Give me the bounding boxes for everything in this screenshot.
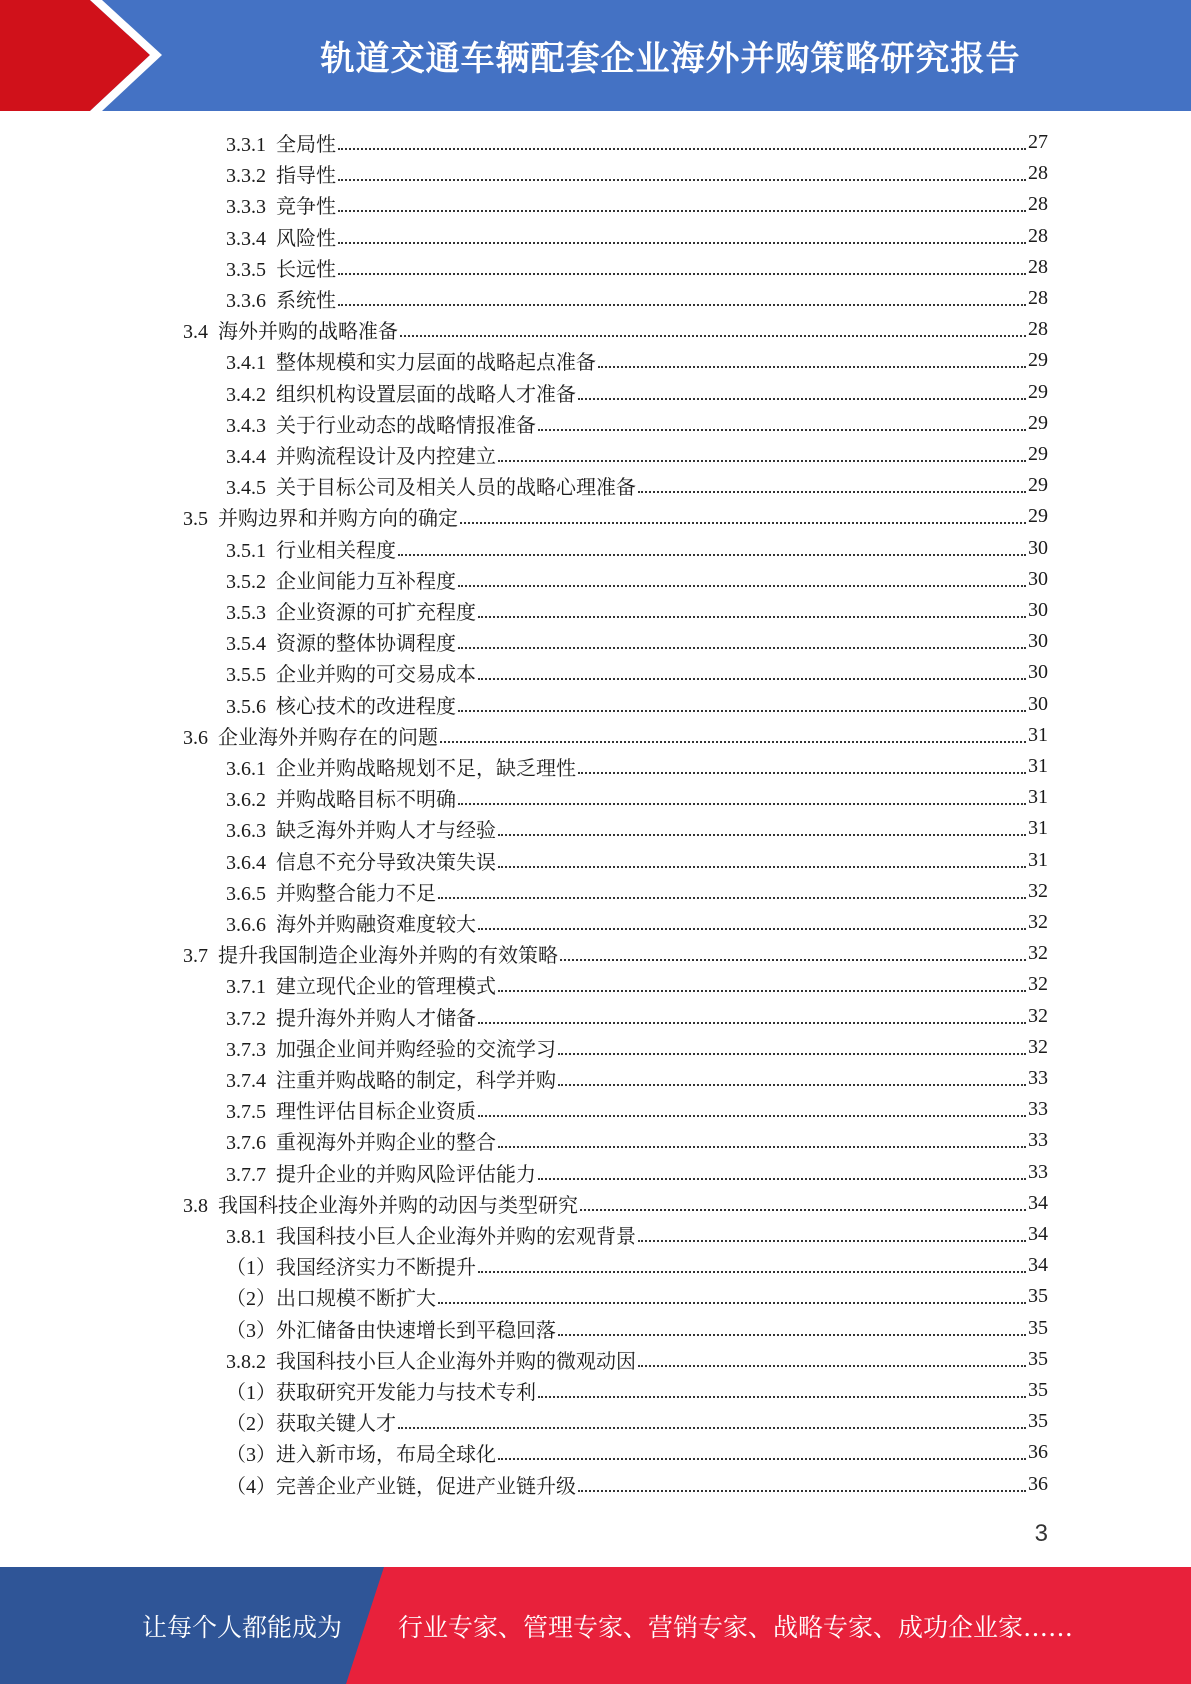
toc-entry[interactable] bbox=[0, 345, 1048, 376]
toc-entry-page: 32 bbox=[1028, 942, 1048, 965]
toc-entry-number: 3.7.1 bbox=[226, 976, 266, 999]
toc-entry[interactable] bbox=[0, 938, 1048, 969]
toc-entry-title: 理性评估目标企业资质 bbox=[276, 1101, 476, 1124]
toc-entry-title: 缺乏海外并购人才与经验 bbox=[276, 820, 496, 843]
toc-entry-number: 3.6.1 bbox=[226, 758, 266, 780]
toc-entry-label bbox=[226, 1002, 476, 1031]
toc-entry-page: 33 bbox=[1028, 1067, 1048, 1089]
footer-slogan-right: 行业专家、管理专家、营销专家、战略专家、成功企业家…… bbox=[398, 1612, 1074, 1642]
toc-entry-page: 29 bbox=[1028, 349, 1048, 372]
toc-entry-label bbox=[226, 1220, 636, 1249]
toc-entry-label bbox=[226, 690, 456, 719]
toc-dot-leader bbox=[538, 1395, 1026, 1398]
toc-entry[interactable] bbox=[0, 501, 1048, 532]
toc-entry-page: 32 bbox=[1028, 973, 1048, 996]
toc-dot-leader bbox=[538, 1177, 1026, 1180]
toc-entry[interactable] bbox=[0, 1281, 1048, 1312]
toc-entry-label bbox=[226, 1345, 636, 1374]
toc-entry-title: 提升海外并购人才储备 bbox=[276, 1007, 476, 1030]
toc-entry[interactable] bbox=[0, 876, 1048, 907]
toc-entry-label bbox=[226, 752, 576, 781]
toc-entry-page: 31 bbox=[1028, 723, 1048, 746]
toc-dot-leader bbox=[398, 553, 1026, 556]
toc-entry-label bbox=[226, 1314, 556, 1343]
toc-dot-leader bbox=[558, 1083, 1026, 1086]
toc-dot-leader bbox=[338, 178, 1026, 181]
toc-entry-label bbox=[226, 1126, 496, 1155]
toc-entry-number: （1） bbox=[226, 1382, 276, 1404]
toc-entry-title: 企业资源的可扩充程度 bbox=[276, 602, 476, 624]
toc-dot-leader bbox=[478, 927, 1026, 930]
toc-dot-leader bbox=[478, 1270, 1026, 1273]
toc-entry-page: 35 bbox=[1028, 1379, 1048, 1401]
toc-entry[interactable] bbox=[0, 657, 1048, 688]
toc-entry-label bbox=[226, 658, 476, 687]
toc-entry-label bbox=[226, 1064, 556, 1093]
toc-entry-label bbox=[226, 1407, 396, 1436]
toc-entry[interactable] bbox=[0, 1001, 1048, 1032]
toc-entry-number: （2） bbox=[226, 1288, 276, 1311]
toc-entry-number: （3） bbox=[226, 1444, 276, 1467]
toc-dot-leader bbox=[498, 459, 1026, 462]
toc-entry[interactable] bbox=[0, 969, 1048, 1000]
toc-entry-label bbox=[226, 814, 496, 843]
toc-entry-page: 35 bbox=[1028, 1410, 1048, 1433]
toc-entry-page: 36 bbox=[1028, 1441, 1048, 1464]
toc-entry-page: 33 bbox=[1028, 1098, 1048, 1121]
toc-entry-page: 28 bbox=[1028, 287, 1048, 309]
toc-dot-leader bbox=[398, 1426, 1026, 1429]
toc-entry-page: 32 bbox=[1028, 879, 1048, 902]
toc-entry-title: 企业海外并购存在的问题 bbox=[218, 726, 438, 749]
toc-entry-label bbox=[226, 378, 576, 407]
toc-entry-number: 3.3.3 bbox=[226, 196, 266, 219]
toc-dot-leader bbox=[338, 209, 1026, 212]
toc-dot-leader bbox=[458, 709, 1026, 712]
toc-entry-label bbox=[226, 627, 456, 656]
toc-entry-page: 31 bbox=[1028, 848, 1048, 871]
toc-entry-title: 加强企业间并购经验的交流学习 bbox=[276, 1038, 556, 1061]
toc-entry-label bbox=[183, 721, 438, 750]
toc-entry-title: 关于行业动态的战略情报准备 bbox=[276, 414, 536, 437]
toc-entry-number: 3.8.1 bbox=[226, 1226, 266, 1248]
toc-entry-number: 3.6.4 bbox=[226, 851, 266, 874]
page-number: 3 bbox=[1034, 1520, 1048, 1547]
toc-entry-label bbox=[226, 128, 336, 157]
toc-entry-number: （2） bbox=[226, 1413, 276, 1436]
page-header bbox=[0, 0, 1191, 111]
toc-entry-label bbox=[226, 409, 536, 438]
toc-entry-label bbox=[226, 1282, 436, 1311]
toc-dot-leader bbox=[638, 1239, 1026, 1242]
toc-entry-title: 完善企业产业链，促进产业链升级 bbox=[276, 1475, 576, 1498]
toc-entry-number: 3.4.3 bbox=[226, 414, 266, 437]
toc-entry-label bbox=[226, 1470, 576, 1499]
toc-entry-page: 30 bbox=[1028, 567, 1048, 590]
toc-entry-number: 3.4 bbox=[183, 321, 208, 344]
toc-entry-label bbox=[226, 159, 336, 188]
toc-entry-number: 3.5.3 bbox=[226, 602, 266, 624]
toc-dot-leader bbox=[458, 802, 1026, 805]
toc-entry[interactable] bbox=[0, 1313, 1048, 1344]
toc-entry[interactable] bbox=[0, 1157, 1048, 1188]
toc-entry[interactable] bbox=[0, 751, 1048, 782]
toc-dot-leader bbox=[338, 241, 1026, 244]
toc-dot-leader bbox=[338, 272, 1026, 275]
toc-entry[interactable] bbox=[0, 782, 1048, 813]
toc-entry[interactable] bbox=[0, 1063, 1048, 1094]
toc-entry[interactable] bbox=[0, 377, 1048, 408]
toc-dot-leader bbox=[560, 958, 1026, 961]
toc-entry-title: 提升企业的并购风险评估能力 bbox=[276, 1163, 536, 1186]
toc-entry-title: 海外并购的战略准备 bbox=[218, 321, 398, 344]
toc-entry-title: 并购整合能力不足 bbox=[276, 882, 436, 905]
toc-entry[interactable] bbox=[0, 1375, 1048, 1406]
toc-entry-page: 28 bbox=[1028, 318, 1048, 341]
toc-entry-label bbox=[226, 253, 336, 282]
toc-entry-label bbox=[226, 565, 456, 594]
toc-entry-number: 3.4.2 bbox=[226, 383, 266, 406]
toc-entry-number: 3.4.5 bbox=[226, 477, 266, 500]
page-footer bbox=[0, 1567, 1191, 1684]
toc-entry-page: 34 bbox=[1028, 1191, 1048, 1214]
toc-entry[interactable] bbox=[0, 314, 1048, 345]
toc-entry-number: 3.5.5 bbox=[226, 664, 266, 687]
toc-dot-leader bbox=[498, 989, 1026, 992]
toc-entry-title: 重视海外并购企业的整合 bbox=[276, 1132, 496, 1155]
toc-entry-page: 30 bbox=[1028, 661, 1048, 684]
toc-entry-title: 核心技术的改进程度 bbox=[276, 695, 456, 718]
toc-entry[interactable] bbox=[0, 1094, 1048, 1125]
toc-dot-leader bbox=[460, 521, 1026, 524]
toc-entry[interactable] bbox=[0, 408, 1048, 439]
toc-entry-page: 27 bbox=[1028, 131, 1048, 153]
toc-entry-label bbox=[226, 471, 636, 500]
toc-dot-leader bbox=[558, 1052, 1026, 1055]
toc-entry-page: 32 bbox=[1028, 1035, 1048, 1058]
toc-entry-page: 30 bbox=[1028, 630, 1048, 653]
toc-dot-leader bbox=[400, 334, 1026, 337]
toc-entry-number: 3.4.4 bbox=[226, 446, 266, 468]
toc-dot-leader bbox=[498, 865, 1026, 868]
report-title: 轨道交通车辆配套企业海外并购策略研究报告 bbox=[320, 39, 1021, 79]
toc-entry[interactable] bbox=[0, 845, 1048, 876]
toc-entry-number: 3.7.4 bbox=[226, 1070, 266, 1092]
toc-entry-page: 28 bbox=[1028, 255, 1048, 278]
toc-dot-leader bbox=[458, 646, 1026, 649]
toc-entry-page: 31 bbox=[1028, 786, 1048, 809]
toc-entry-title: 关于目标公司及相关人员的战略心理准备 bbox=[276, 477, 636, 500]
toc-entry-number: 3.3.2 bbox=[226, 165, 266, 188]
toc-dot-leader bbox=[440, 740, 1026, 743]
toc-entry-title: 出口规模不断扩大 bbox=[276, 1288, 436, 1311]
toc-entry-title: 企业间能力互补程度 bbox=[276, 570, 456, 593]
toc-entry-label bbox=[226, 1158, 536, 1187]
toc-entry-number: 3.7.7 bbox=[226, 1163, 266, 1186]
toc-dot-leader bbox=[478, 615, 1026, 618]
toc-entry-label bbox=[226, 908, 476, 937]
toc-entry-page: 35 bbox=[1028, 1347, 1048, 1370]
toc-entry-title: 行业相关程度 bbox=[276, 539, 396, 562]
toc-entry[interactable] bbox=[0, 720, 1048, 751]
toc-entry-title: 并购战略目标不明确 bbox=[276, 789, 456, 812]
toc-entry[interactable] bbox=[0, 189, 1048, 220]
toc-entry-number: 3.6 bbox=[183, 726, 208, 749]
toc-dot-leader bbox=[478, 1021, 1026, 1024]
toc-entry-number: 3.6.3 bbox=[226, 820, 266, 843]
toc-entry-page: 30 bbox=[1028, 692, 1048, 715]
toc-entry-number: 3.6.2 bbox=[226, 789, 266, 812]
toc-entry-title: 长远性 bbox=[276, 258, 336, 281]
toc-dot-leader bbox=[458, 584, 1026, 587]
toc-entry-page: 28 bbox=[1028, 162, 1048, 185]
toc-entry-number: 3.8 bbox=[183, 1194, 208, 1217]
toc-entry[interactable] bbox=[0, 1188, 1048, 1219]
toc-entry-number: （1） bbox=[226, 1257, 276, 1280]
toc-entry-title: 进入新市场，布局全球化 bbox=[276, 1444, 496, 1467]
toc-entry-number: （4） bbox=[226, 1475, 276, 1498]
toc-entry-number: 3.5.1 bbox=[226, 539, 266, 562]
toc-entry-title: 获取研究开发能力与技术专利 bbox=[276, 1382, 536, 1404]
toc-entry-number: （3） bbox=[226, 1319, 276, 1342]
toc-entry-page: 31 bbox=[1028, 817, 1048, 840]
toc-entry-page: 33 bbox=[1028, 1160, 1048, 1183]
toc-entry-page: 31 bbox=[1028, 755, 1048, 777]
toc-entry-number: 3.7.5 bbox=[226, 1101, 266, 1124]
toc-entry-number: 3.6.5 bbox=[226, 882, 266, 905]
toc-entry[interactable] bbox=[0, 1032, 1048, 1063]
toc-dot-leader bbox=[498, 1457, 1026, 1460]
toc-entry-number: 3.3.1 bbox=[226, 134, 266, 156]
toc-entry-title: 系统性 bbox=[276, 290, 336, 312]
toc-entry-page: 28 bbox=[1028, 193, 1048, 216]
toc-entry-title: 整体规模和实力层面的战略起点准备 bbox=[276, 352, 596, 375]
toc-entry[interactable] bbox=[0, 533, 1048, 564]
toc-entry-page: 33 bbox=[1028, 1129, 1048, 1152]
footer-slogan-left: 让每个人都能成为 bbox=[142, 1612, 343, 1642]
toc-entry-number: 3.3.5 bbox=[226, 258, 266, 281]
toc-dot-leader bbox=[338, 147, 1026, 150]
toc-dot-leader bbox=[578, 397, 1026, 400]
toc-entry-page: 32 bbox=[1028, 911, 1048, 933]
toc-entry-title: 全局性 bbox=[276, 134, 336, 156]
toc-entry-title: 外汇储备由快速增长到平稳回落 bbox=[276, 1319, 556, 1342]
toc-entry-title: 信息不充分导致决策失误 bbox=[276, 851, 496, 874]
toc-dot-leader bbox=[580, 1208, 1026, 1211]
toc-entry-number: 3.3.4 bbox=[226, 227, 266, 250]
toc-entry[interactable] bbox=[0, 1250, 1048, 1281]
toc-entry-title: 建立现代企业的管理模式 bbox=[276, 976, 496, 999]
toc-entry-label bbox=[226, 284, 336, 313]
toc-entry[interactable] bbox=[0, 470, 1048, 501]
toc-entry-page: 34 bbox=[1028, 1223, 1048, 1245]
toc-entry[interactable] bbox=[0, 564, 1048, 595]
toc-dot-leader bbox=[538, 428, 1026, 431]
toc-entry-page: 29 bbox=[1028, 443, 1048, 465]
toc-entry[interactable] bbox=[0, 439, 1048, 470]
toc-entry[interactable] bbox=[0, 1219, 1048, 1250]
toc-entry-title: 海外并购融资难度较大 bbox=[276, 914, 476, 936]
toc-entry-title: 风险性 bbox=[276, 227, 336, 250]
toc-entry-title: 并购流程设计及内控建立 bbox=[276, 446, 496, 468]
toc-dot-leader bbox=[558, 1333, 1026, 1336]
toc-dot-leader bbox=[638, 490, 1026, 493]
toc-entry-number: 3.7.3 bbox=[226, 1038, 266, 1061]
toc-entry-number: 3.4.1 bbox=[226, 352, 266, 375]
toc-dot-leader bbox=[478, 677, 1026, 680]
toc-dot-leader bbox=[478, 1114, 1026, 1117]
toc-entry-title: 注重并购战略的制定，科学并购 bbox=[276, 1070, 556, 1092]
toc-entry-label bbox=[226, 1095, 476, 1124]
toc-entry-title: 获取关键人才 bbox=[276, 1413, 396, 1436]
toc-dot-leader bbox=[578, 1489, 1026, 1492]
toc-entry-label bbox=[183, 1189, 578, 1218]
toc-dot-leader bbox=[598, 365, 1026, 368]
toc-entry-label bbox=[226, 846, 496, 875]
toc-entry-label bbox=[226, 970, 496, 999]
toc-entry-number: 3.5 bbox=[183, 508, 208, 531]
toc-entry-title: 提升我国制造企业海外并购的有效策略 bbox=[218, 945, 558, 968]
toc-entry-number: 3.7.6 bbox=[226, 1132, 266, 1155]
toc-entry-title: 我国经济实力不断提升 bbox=[276, 1257, 476, 1280]
toc-entry-number: 3.5.6 bbox=[226, 695, 266, 718]
toc-entry-page: 34 bbox=[1028, 1254, 1048, 1277]
toc-entry[interactable] bbox=[0, 252, 1048, 283]
toc-dot-leader bbox=[438, 1301, 1026, 1304]
toc-entry[interactable] bbox=[0, 626, 1048, 657]
toc-entry-page: 28 bbox=[1028, 224, 1048, 247]
toc-entry-number: 3.8.2 bbox=[226, 1350, 266, 1373]
toc-entry-page: 29 bbox=[1028, 411, 1048, 434]
toc-entry-page: 32 bbox=[1028, 1004, 1048, 1027]
toc-dot-leader bbox=[438, 896, 1026, 899]
toc-entry-label bbox=[226, 1438, 496, 1467]
toc-entry-label bbox=[226, 190, 336, 219]
toc-entry-label bbox=[183, 315, 398, 344]
toc-entry[interactable] bbox=[0, 689, 1048, 720]
toc-entry[interactable] bbox=[0, 158, 1048, 189]
toc-entry-label bbox=[183, 939, 558, 968]
toc-entry[interactable] bbox=[0, 1344, 1048, 1375]
toc-entry-number: 3.3.6 bbox=[226, 290, 266, 312]
toc-entry-title: 资源的整体协调程度 bbox=[276, 633, 456, 656]
toc-entry[interactable] bbox=[0, 813, 1048, 844]
toc-entry[interactable] bbox=[0, 221, 1048, 252]
toc-entry-page: 35 bbox=[1028, 1285, 1048, 1308]
toc-entry-title: 指导性 bbox=[276, 165, 336, 188]
toc-entry-page: 29 bbox=[1028, 505, 1048, 528]
toc-dot-leader bbox=[498, 1145, 1026, 1148]
toc-entry-title: 组织机构设置层面的战略人才准备 bbox=[276, 383, 576, 406]
toc-entry-page: 30 bbox=[1028, 599, 1048, 621]
toc-entry[interactable] bbox=[0, 283, 1048, 314]
toc-dot-leader bbox=[338, 303, 1026, 306]
toc-entry-label bbox=[226, 222, 336, 251]
toc-entry-label bbox=[226, 877, 436, 906]
toc-entry-number: 3.5.2 bbox=[226, 570, 266, 593]
toc-entry-title: 我国科技小巨人企业海外并购的宏观背景 bbox=[276, 1226, 636, 1248]
toc-entry[interactable] bbox=[0, 907, 1048, 938]
toc-entry-label bbox=[226, 596, 476, 625]
toc-entry-label bbox=[226, 783, 456, 812]
toc-entry[interactable] bbox=[0, 1469, 1048, 1500]
toc-entry-title: 我国科技小巨人企业海外并购的微观动因 bbox=[276, 1350, 636, 1373]
toc-entry-label bbox=[226, 1033, 556, 1062]
toc-entry-title: 企业并购的可交易成本 bbox=[276, 664, 476, 687]
toc-entry-number: 3.7.2 bbox=[226, 1007, 266, 1030]
toc-entry-title: 竞争性 bbox=[276, 196, 336, 219]
toc-entry-page: 30 bbox=[1028, 536, 1048, 559]
toc-entry-label bbox=[226, 346, 596, 375]
toc-entry[interactable] bbox=[0, 127, 1048, 158]
toc-entry-title: 我国科技企业海外并购的动因与类型研究 bbox=[218, 1194, 578, 1217]
toc-entry-page: 36 bbox=[1028, 1472, 1048, 1495]
toc-dot-leader bbox=[498, 833, 1026, 836]
toc-dot-leader bbox=[578, 771, 1026, 774]
toc-entry-title: 并购边界和并购方向的确定 bbox=[218, 508, 458, 531]
toc-entry-number: 3.5.4 bbox=[226, 633, 266, 656]
toc-entry-page: 29 bbox=[1028, 380, 1048, 403]
toc-entry-label bbox=[226, 1251, 476, 1280]
toc-entry-label bbox=[183, 502, 458, 531]
toc-entry-number: 3.6.6 bbox=[226, 914, 266, 936]
toc-entry-label bbox=[226, 440, 496, 469]
toc-entry-page: 29 bbox=[1028, 474, 1048, 497]
toc-entry[interactable] bbox=[0, 1406, 1048, 1437]
toc-entry[interactable] bbox=[0, 595, 1048, 626]
toc-entry-label bbox=[226, 1376, 536, 1405]
toc-dot-leader bbox=[638, 1364, 1026, 1367]
toc-entry-page: 35 bbox=[1028, 1316, 1048, 1339]
toc-entry-number: 3.7 bbox=[183, 945, 208, 968]
toc-entry-label bbox=[226, 534, 396, 563]
toc-entry[interactable] bbox=[0, 1437, 1048, 1468]
toc-entry[interactable] bbox=[0, 1125, 1048, 1156]
toc-entry-title: 企业并购战略规划不足，缺乏理性 bbox=[276, 758, 576, 780]
